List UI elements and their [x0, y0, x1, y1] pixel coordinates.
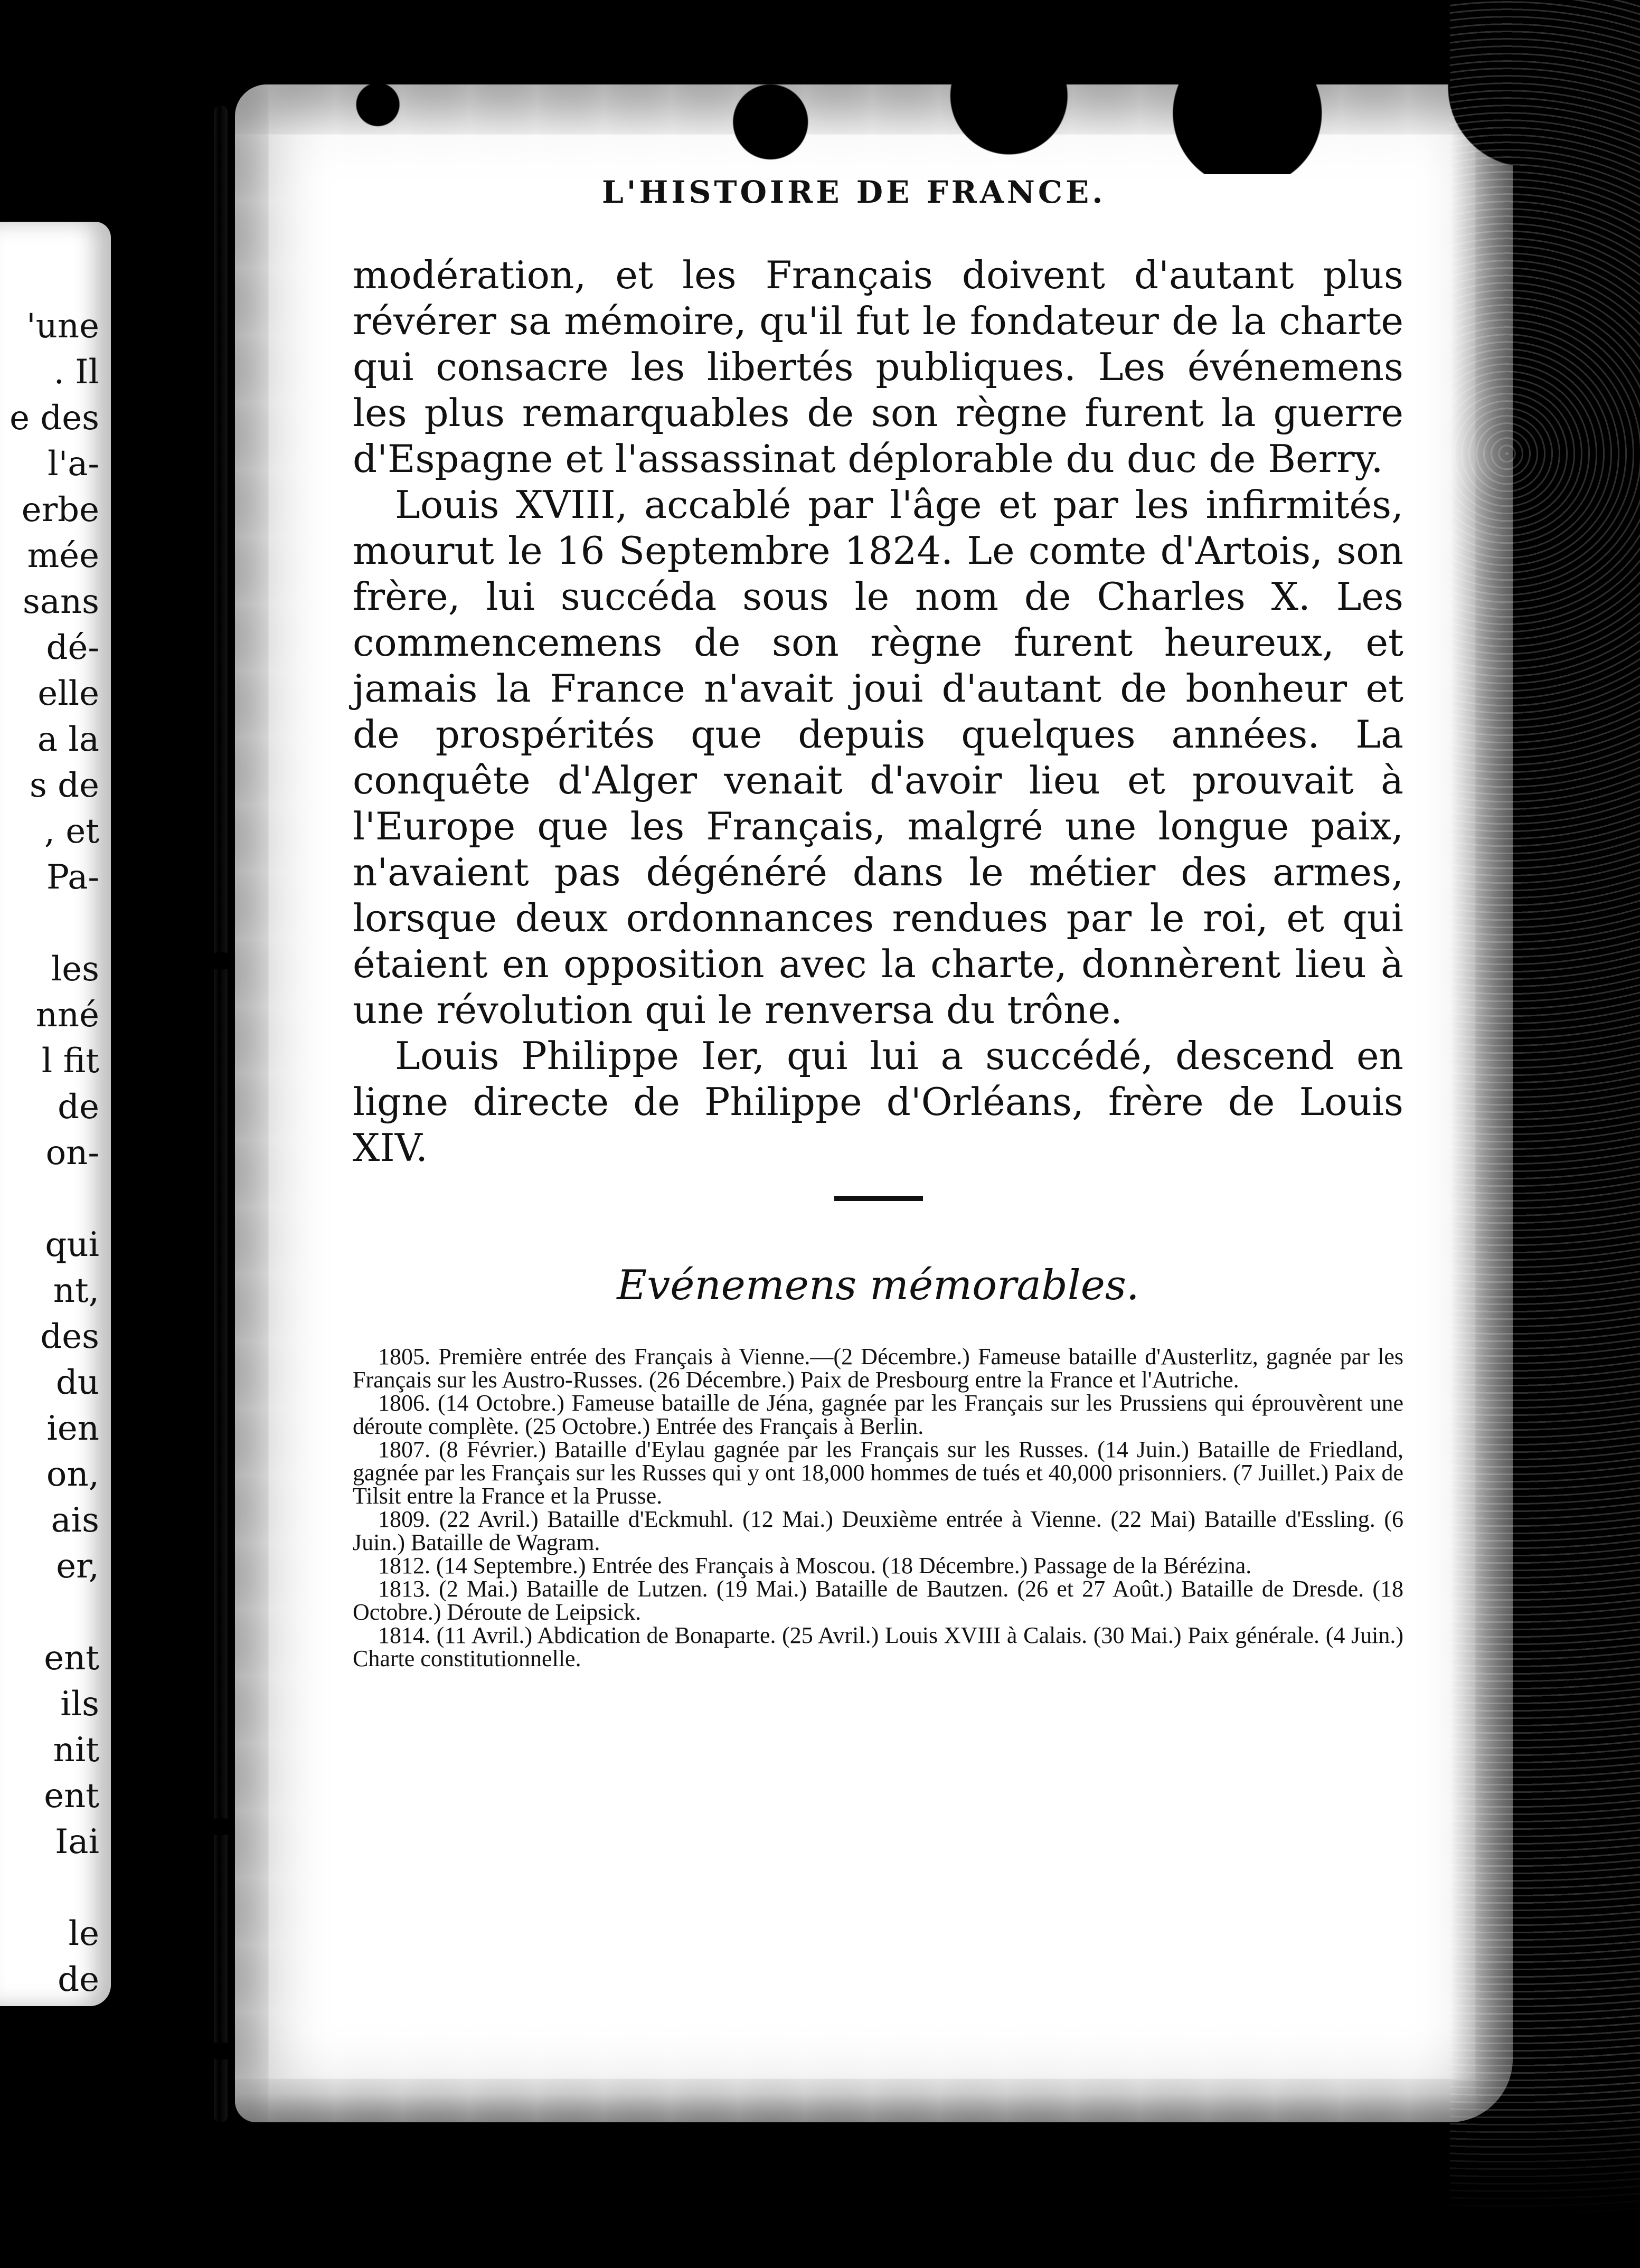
left-page-fragment: nné [35, 996, 99, 1035]
event-entry: 1814. (11 Avril.) Abdication de Bonaparte. (25 Avril.) Louis XVIII à Calais. (30 Mai.) Paix générale. (4 Juin.) Charte constitutionnelle. [353, 1622, 1403, 1671]
paragraph: Louis XVIII, accablé par l'âge et par les infirmités, mourut le 16 Septembre 1824. Le comte d'Artois, son frère, lui succéda sous le nom de Charles X. Les commencemens de son règne furent heureux, et jamais la France n'avait joui d'autant de bonheur et de prospérités que depuis quelques années. La conquête d'Alger venait d'avoir lieu et prouvait à l'Europe que les Français, malgré une longue paix, n'avaient pas dégénéré dans le métier des armes, lorsque deux ordonnances rendues par le roi, et qui étaient en opposition avec la charte, donnèrent lieu à une révolution qui le renversa du trône. [353, 483, 1403, 1032]
left-page-fragment: ien [46, 1409, 99, 1448]
left-page-fragment: a la [37, 720, 99, 759]
left-page-fragment: nit [53, 1731, 99, 1770]
left-facing-page [0, 222, 111, 2006]
left-page-fragment: s de [29, 766, 99, 805]
left-page-fragment: er, [56, 1547, 99, 1586]
event-entry: 1812. (14 Septembre.) Entrée des Français à Moscou. (18 Décembre.) Passage de la Bérézina. [378, 1553, 1252, 1579]
left-page-fragment: erbe [21, 490, 99, 530]
left-page-fragment: dé- [46, 628, 99, 667]
left-page-fragment: on- [45, 1133, 99, 1173]
left-page-fragment: nt, [53, 1271, 99, 1310]
left-page-fragment: . Il [53, 353, 99, 392]
left-page-fragment: des [40, 1317, 99, 1356]
event-entry: 1806. (14 Octobre.) Fameuse bataille de Jéna, gagnée par les Français sur les Prussiens qui éprouvèrent une déroute complète. (25 Octobre.) Entrée des Français à Berlin. [353, 1390, 1403, 1439]
left-page-fragment [10, 1590, 99, 1636]
section-title: Evénemens mémorables. [617, 1262, 1139, 1309]
events-list [353, 1345, 1403, 1670]
left-page-fragment: Pa- [46, 858, 99, 897]
event-entry: 1807. (8 Février.) Bataille d'Eylau gagnée par les Français sur les Russes. (14 Juin.) Bataille de Friedland, gagnée par les Français sur les Russes qui y ont 18,000 hommes de tués et 40,000 prisonniers. (7 Juillet.) Paix de Tilsit entre la France et la Prusse. [353, 1437, 1403, 1509]
event-entry: 1809. (22 Avril.) Bataille d'Eckmuhl. (12 Mai.) Deuxième entrée à Vienne. (22 Mai) Bataille d'Essling. (6 Juin.) Bataille de Wagram. [353, 1506, 1403, 1555]
event-entry: 1813. (2 Mai.) Bataille de Lutzen. (19 Mai.) Bataille de Bautzen. (26 et 27 Août.) Bataille de Dresde. (18 Octobre.) Déroute de Leipsick. [353, 1576, 1403, 1625]
left-page-fragment: ais [51, 1501, 99, 1540]
left-page-fragment: ils [60, 1685, 99, 1724]
event-entry: 1805. Première entrée des Français à Vienne.—(2 Décembre.) Fameuse bataille d'Austerlitz, gagnée par les Français sur les Austro-Russes. (26 Décembre.) Paix de Presbourg entre la France et l'Autriche. [353, 1344, 1403, 1393]
left-page-fragment: elle [37, 674, 99, 713]
left-page-fragment: les [51, 950, 99, 989]
left-page-fragment: Iai [55, 1822, 99, 1861]
left-page-fragment: e des [10, 399, 99, 438]
paragraph: Louis Philippe Ier, qui lui a succédé, descend en ligne directe de Philippe d'Orléans, frère de Louis XIV. [353, 1034, 1403, 1170]
paragraph: modération, et les Français doivent d'autant plus révérer sa mémoire, qu'il fut le fondateur de la charte qui consacre les libertés publiques. Les événemens les plus remarquables de son règne furent la guerre d'Espagne et l'assassinat déplorable du duc de Berry. [353, 253, 1403, 481]
left-page-text-fragments [10, 304, 99, 2003]
left-page-fragment: le [68, 1914, 99, 1953]
running-head: L'HISTOIRE DE FRANCE. [602, 174, 1106, 210]
left-page-fragment: de [58, 1960, 99, 1999]
left-page-fragment: l'a- [48, 445, 99, 484]
left-page-fragment: de [58, 1088, 99, 1127]
left-page-fragment: du [55, 1363, 99, 1402]
left-page-fragment [10, 1176, 99, 1222]
left-page-fragment [10, 901, 99, 947]
left-page-fragment: , et [44, 812, 99, 851]
left-page-fragment: ent [44, 1639, 99, 1678]
left-page-fragment [10, 1865, 99, 1911]
left-page-fragment: qui [45, 1225, 99, 1264]
main-text [353, 252, 1403, 1171]
left-page-fragment: 'une [26, 307, 99, 346]
left-page-fragment: l fit [41, 1042, 99, 1081]
left-page-fragment: sans [22, 582, 99, 621]
left-page-fragment: ent [44, 1776, 99, 1816]
left-page-fragment: on, [46, 1455, 99, 1494]
section-divider [834, 1196, 923, 1201]
left-page-fragment: mée [27, 536, 99, 575]
